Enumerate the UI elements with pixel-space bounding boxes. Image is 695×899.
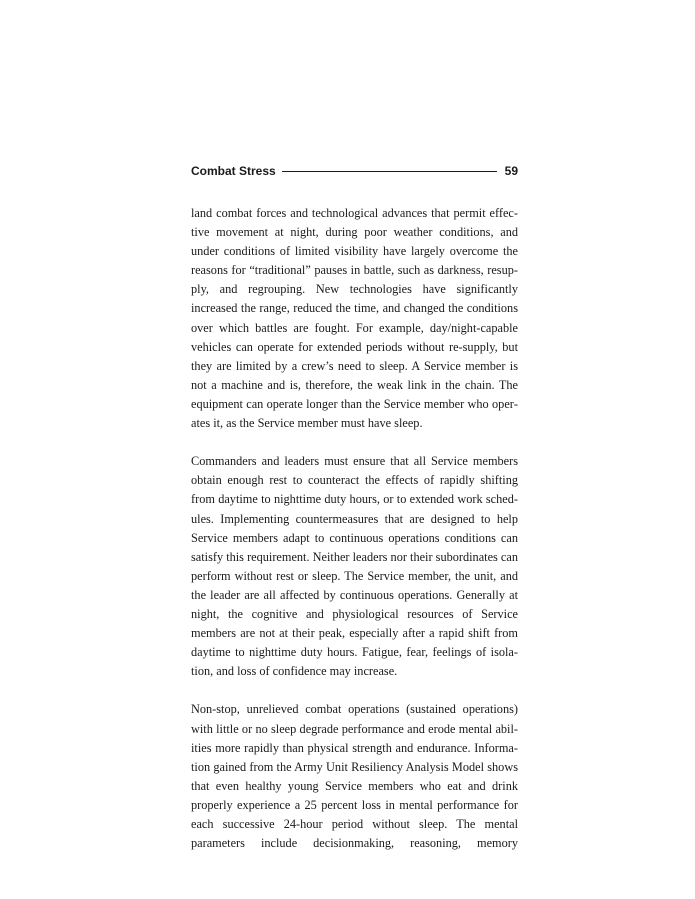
paragraph-1: land combat forces and technological advances that permit effective movement at night, during poor weather conditions, and under conditions of limited visibility have largely overcome the reasons for “traditional” pauses in battle, such as darkness, resupply, and regrouping. New technologies have significantly increased the range, reduced the time, and changed the conditions over which battles are fought. For example, day/night-capable vehicles can operate for extended periods without re-supply, but they are limited by a crew’s need to sleep. A Service member is not a machine and is, therefore, the weak link in the chain. The equipment can operate longer than the Service member who operates it, as the Service member must have sleep. [191,206,518,431]
page-number: 59 [504,164,518,178]
header-rule [282,171,497,172]
paragraph-3: Non-stop, unrelieved combat operations (sustained operations) with little or no sleep degrade performance and erode mental abilities more rapidly than physical strength and endurance. Information gained from the Army Unit Resiliency Analysis Model shows that even healthy young Service members who eat and drink properly experience a 25 percent loss in mental performance for each successive 24-hour period without sleep. The mental parameters include decisionmaking, reasoning, memory [191,702,518,851]
body-text [191,204,518,853]
running-header [191,163,518,179]
section-title: Combat Stress [191,164,276,178]
paragraph-2: Commanders and leaders must ensure that all Service members obtain enough rest to counteract the effects of rapidly shifting from daytime to nighttime duty hours, or to extended work schedules. Implementing countermeasures that are designed to help Service members adapt to continuous operations conditions can satisfy this requirement. Neither leaders nor their subordinates can perform without rest or sleep. The Service member, the unit, and the leader are all affected by continuous operations. Generally at night, the cognitive and physiological resources of Service members are not at their peak, especially after a rapid shift from daytime to nighttime duty hours. Fatigue, fear, feelings of isolation, and loss of confidence may increase. [191,454,518,679]
